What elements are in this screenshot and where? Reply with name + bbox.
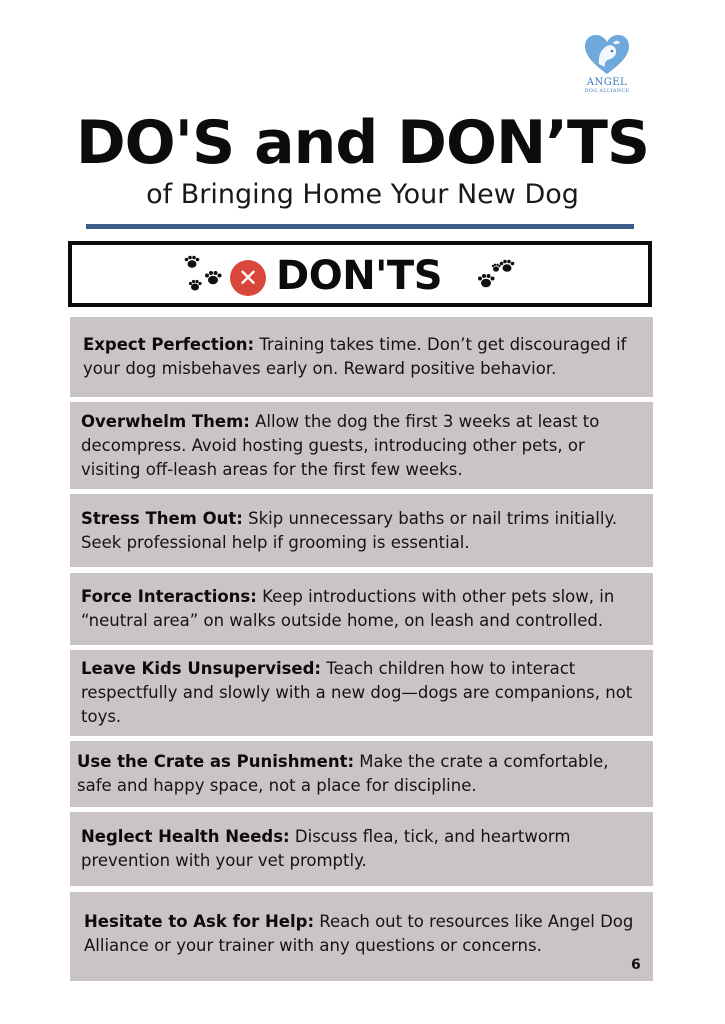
dont-card-force-interactions bbox=[70, 573, 653, 645]
item-body: Reach out to resources like Angel Dog Alliance or your trainer with any questions or concerns. bbox=[84, 911, 634, 955]
list-item bbox=[81, 825, 643, 873]
item-body: Allow the dog the first 3 weeks at least to decompress. Avoid hosting guests, introducing other pets, or visiting off-leash areas for the first few weeks. bbox=[81, 411, 600, 479]
x-circle-icon: ✕ bbox=[230, 260, 266, 296]
item-body: Make the crate a comfortable, safe and happy space, not a place for discipline. bbox=[77, 752, 609, 795]
page-title: DO'S and DON’TS bbox=[75, 108, 650, 178]
list-item bbox=[83, 333, 643, 381]
heart-dog-icon bbox=[584, 34, 630, 76]
paw-prints-icon bbox=[474, 255, 518, 295]
page-number: 6 bbox=[631, 957, 641, 973]
item-heading: Neglect Health Needs: bbox=[81, 827, 290, 846]
item-heading: Force Interactions: bbox=[81, 587, 257, 606]
paw-prints-icon bbox=[182, 255, 226, 295]
dont-card-neglect-health-needs bbox=[70, 812, 653, 886]
page-subtitle: of Bringing Home Your New Dog bbox=[146, 179, 579, 210]
item-heading: Overwhelm Them: bbox=[81, 411, 250, 431]
item-body: Discuss flea, tick, and heartworm prevention with your vet promptly. bbox=[81, 827, 571, 870]
logo-subtitle: DOG ALLIANCE bbox=[584, 88, 630, 94]
dont-card-expect-perfection bbox=[70, 317, 653, 397]
dont-card-leave-kids-unsupervised bbox=[70, 650, 653, 736]
logo-name: ANGEL bbox=[586, 77, 628, 88]
list-item bbox=[81, 585, 643, 633]
item-heading: Use the Crate as Punishment: bbox=[77, 752, 355, 771]
item-body: Skip unnecessary baths or nail trims initially. Seek professional help if grooming is essential. bbox=[81, 508, 618, 552]
dont-card-stress-them-out bbox=[70, 494, 653, 567]
angel-dog-alliance-logo bbox=[578, 34, 636, 100]
donts-banner bbox=[68, 241, 652, 307]
item-heading: Stress Them Out: bbox=[81, 508, 243, 528]
item-body: Keep introductions with other pets slow, in “neutral area” on walks outside home, on leash and controlled. bbox=[81, 587, 615, 630]
list-item bbox=[81, 507, 643, 555]
list-item bbox=[77, 750, 643, 798]
list-item bbox=[84, 910, 643, 958]
item-heading: Expect Perfection: bbox=[83, 335, 255, 354]
list-item bbox=[81, 657, 643, 729]
dont-card-ask-for-help bbox=[70, 892, 653, 981]
item-body: Training takes time. Don’t get discouraged if your dog misbehaves early on. Reward positive behavior. bbox=[83, 335, 627, 378]
donts-heading: DON'TS bbox=[276, 253, 443, 299]
dont-card-overwhelm-them bbox=[70, 402, 653, 489]
title-divider bbox=[86, 224, 634, 229]
item-body: Teach children how to interact respectfully and slowly with a new dog—dogs are companions, not toys. bbox=[81, 659, 633, 726]
item-heading: Leave Kids Unsupervised: bbox=[81, 659, 322, 678]
dont-card-crate-punishment bbox=[70, 741, 653, 807]
list-item bbox=[81, 410, 643, 482]
item-heading: Hesitate to Ask for Help: bbox=[84, 911, 315, 931]
